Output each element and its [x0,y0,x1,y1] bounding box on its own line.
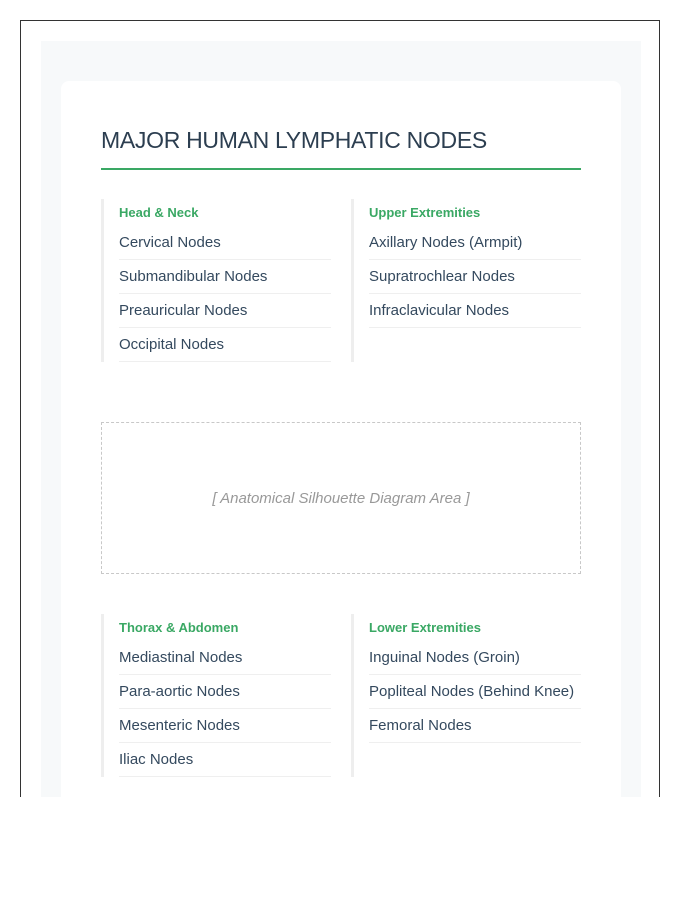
page-frame [20,20,660,797]
upper-sections [101,199,581,362]
list-item: Submandibular Nodes [119,260,331,294]
section-heading: Upper Extremities [369,205,481,220]
section-thorax-abdomen [101,614,331,777]
list-item: Cervical Nodes [119,226,331,260]
list-item: Femoral Nodes [369,709,581,743]
list-item: Mediastinal Nodes [119,641,331,675]
content-card [61,81,621,797]
list-item: Infraclavicular Nodes [369,294,581,328]
list-item: Preauricular Nodes [119,294,331,328]
list-item: Mesenteric Nodes [119,709,331,743]
section-heading: Thorax & Abdomen [119,620,239,635]
section-head-neck [101,199,331,362]
section-heading: Lower Extremities [369,620,481,635]
list-item: Popliteal Nodes (Behind Knee) [369,675,581,709]
section-lower-extremities [351,614,581,777]
diagram-placeholder: [ Anatomical Silhouette Diagram Area ] [101,422,581,574]
list-item: Axillary Nodes (Armpit) [369,226,581,260]
list-item: Para-aortic Nodes [119,675,331,709]
page-background [41,41,641,797]
list-item: Supratrochlear Nodes [369,260,581,294]
list-item: Inguinal Nodes (Groin) [369,641,581,675]
list-item: Iliac Nodes [119,743,331,777]
section-heading: Head & Neck [119,205,199,220]
list-item: Occipital Nodes [119,328,331,362]
section-upper-extremities [351,199,581,362]
page-title: MAJOR HUMAN LYMPHATIC NODES [101,127,581,170]
lower-sections [101,614,581,777]
